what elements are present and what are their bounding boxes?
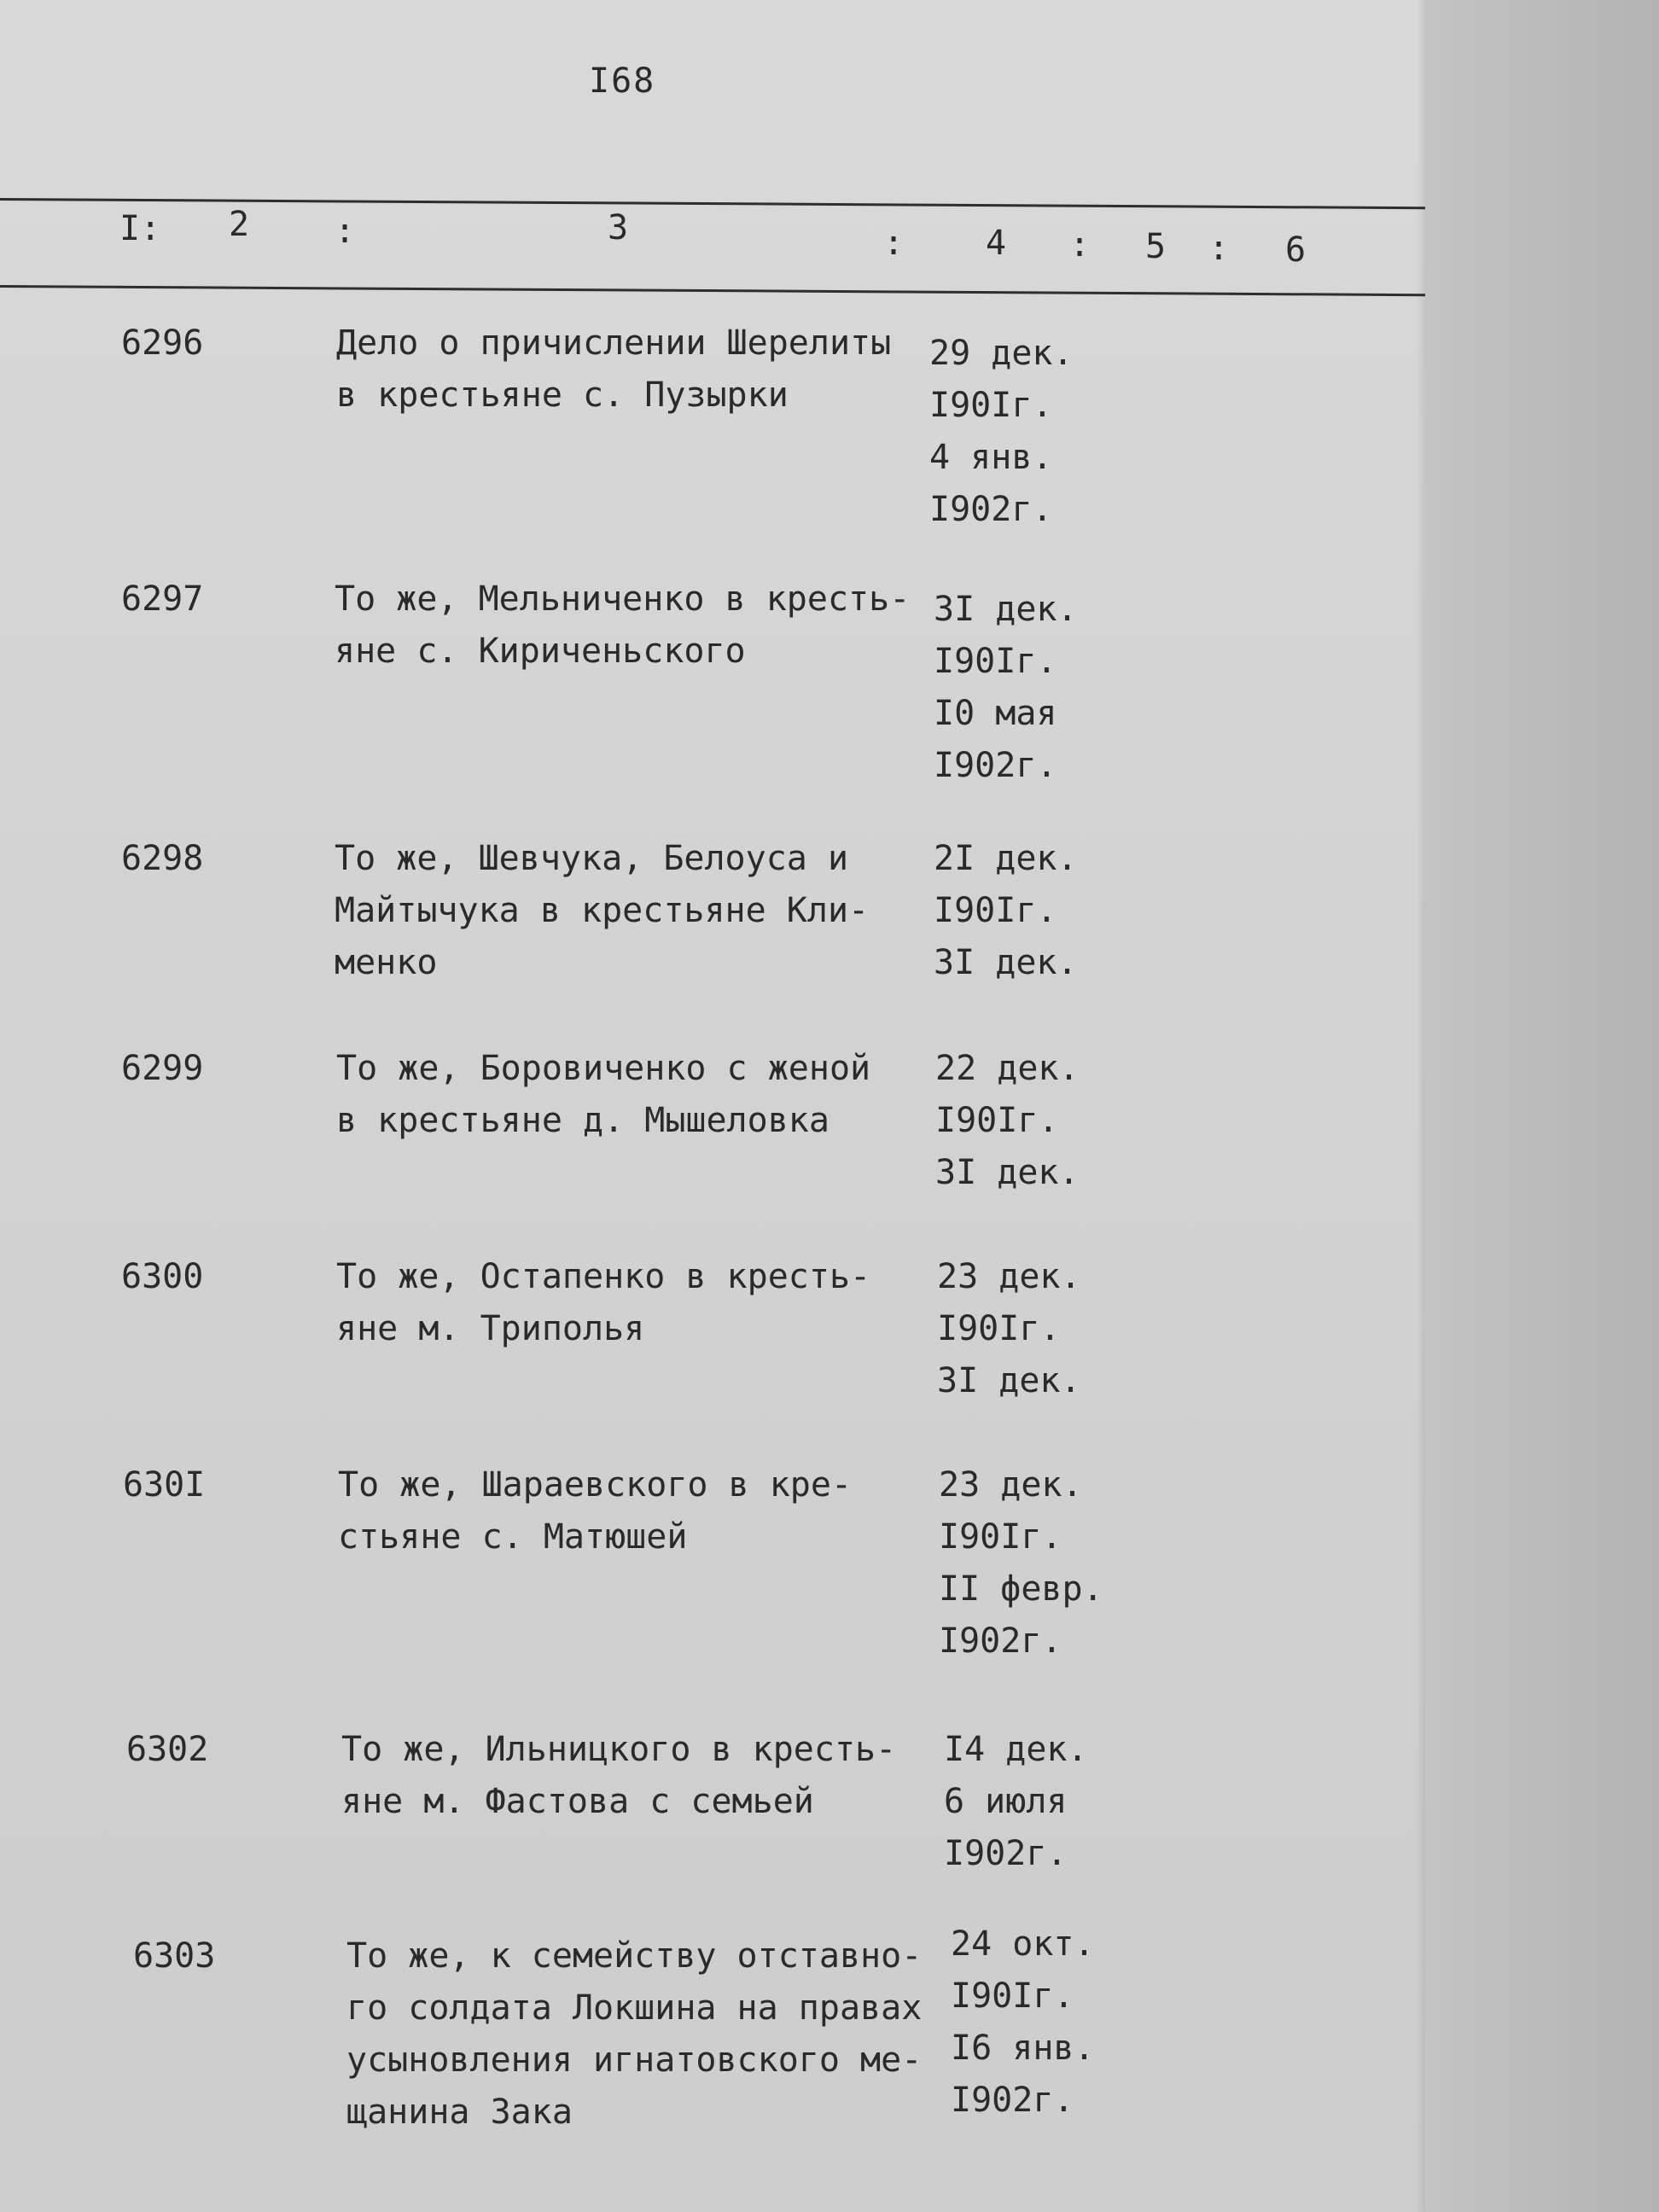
case-number: 6303 — [133, 1936, 216, 1976]
case-dates: 3I дек. I90Iг. I0 мая I902г. — [934, 590, 1078, 785]
case-dates: 23 дек. I90Iг. II февр. I902г. — [939, 1465, 1103, 1661]
header-bottom-rule — [0, 285, 1425, 296]
column-header-5: 5 — [1145, 227, 1167, 266]
header-top-rule — [0, 198, 1425, 209]
case-number: 630I — [123, 1465, 206, 1505]
case-description: То же, к семейству отставно- го солдата Локшина на правах усыновления игнатовского ме- щанина Зака — [346, 1936, 923, 2132]
case-number: 6297 — [121, 579, 204, 619]
case-number: 6302 — [126, 1730, 209, 1769]
column-separator: : — [335, 212, 356, 251]
case-dates: 22 дек. I90Iг. 3I дек. — [935, 1049, 1080, 1192]
case-description: Дело о причислении Шерелиты в крестьяне с. Пузырки — [336, 323, 892, 415]
column-header-3: 3 — [608, 208, 629, 247]
case-description: То же, Остапенко в кресть- яне м. Триполья — [336, 1257, 871, 1348]
column-separator: : — [883, 224, 905, 263]
case-number: 6300 — [121, 1257, 204, 1296]
case-number: 6299 — [121, 1049, 204, 1088]
case-number: 6296 — [121, 323, 204, 363]
case-dates: 23 дек. I90Iг. 3I дек. — [937, 1257, 1081, 1400]
page-number: I68 — [589, 61, 656, 101]
case-dates: 29 дек. I90Iг. 4 янв. I902г. — [929, 334, 1074, 529]
case-description: То же, Боровиченко с женой в крестьяне д. Мышеловка — [336, 1049, 871, 1140]
case-description: То же, Мельниченко в кресть- яне с. Кириченьского — [335, 579, 911, 671]
case-dates: 2I дек. I90Iг. 3I дек. — [934, 839, 1078, 982]
case-number: 6298 — [121, 839, 204, 878]
case-description: То же, Ильницкого в кресть- яне м. Фастова с семьей — [341, 1730, 897, 1821]
case-dates: I4 дек. 6 июля I902г. — [944, 1730, 1088, 1873]
column-separator: : — [1208, 229, 1230, 268]
background-surface — [1425, 0, 1659, 2212]
column-header-1: I: — [119, 209, 161, 248]
case-dates: 24 окт. I90Iг. I6 янв. I902г. — [951, 1924, 1095, 2120]
column-header-4: 4 — [986, 224, 1007, 263]
case-description: То же, Шевчука, Белоуса и Майтычука в крестьяне Кли- менко — [335, 839, 870, 982]
column-separator: : — [1069, 225, 1091, 265]
column-header-6: 6 — [1285, 230, 1307, 270]
case-description: То же, Шараевского в кре- стьяне с. Матюшей — [338, 1465, 853, 1557]
column-header-2: 2 — [229, 205, 250, 244]
